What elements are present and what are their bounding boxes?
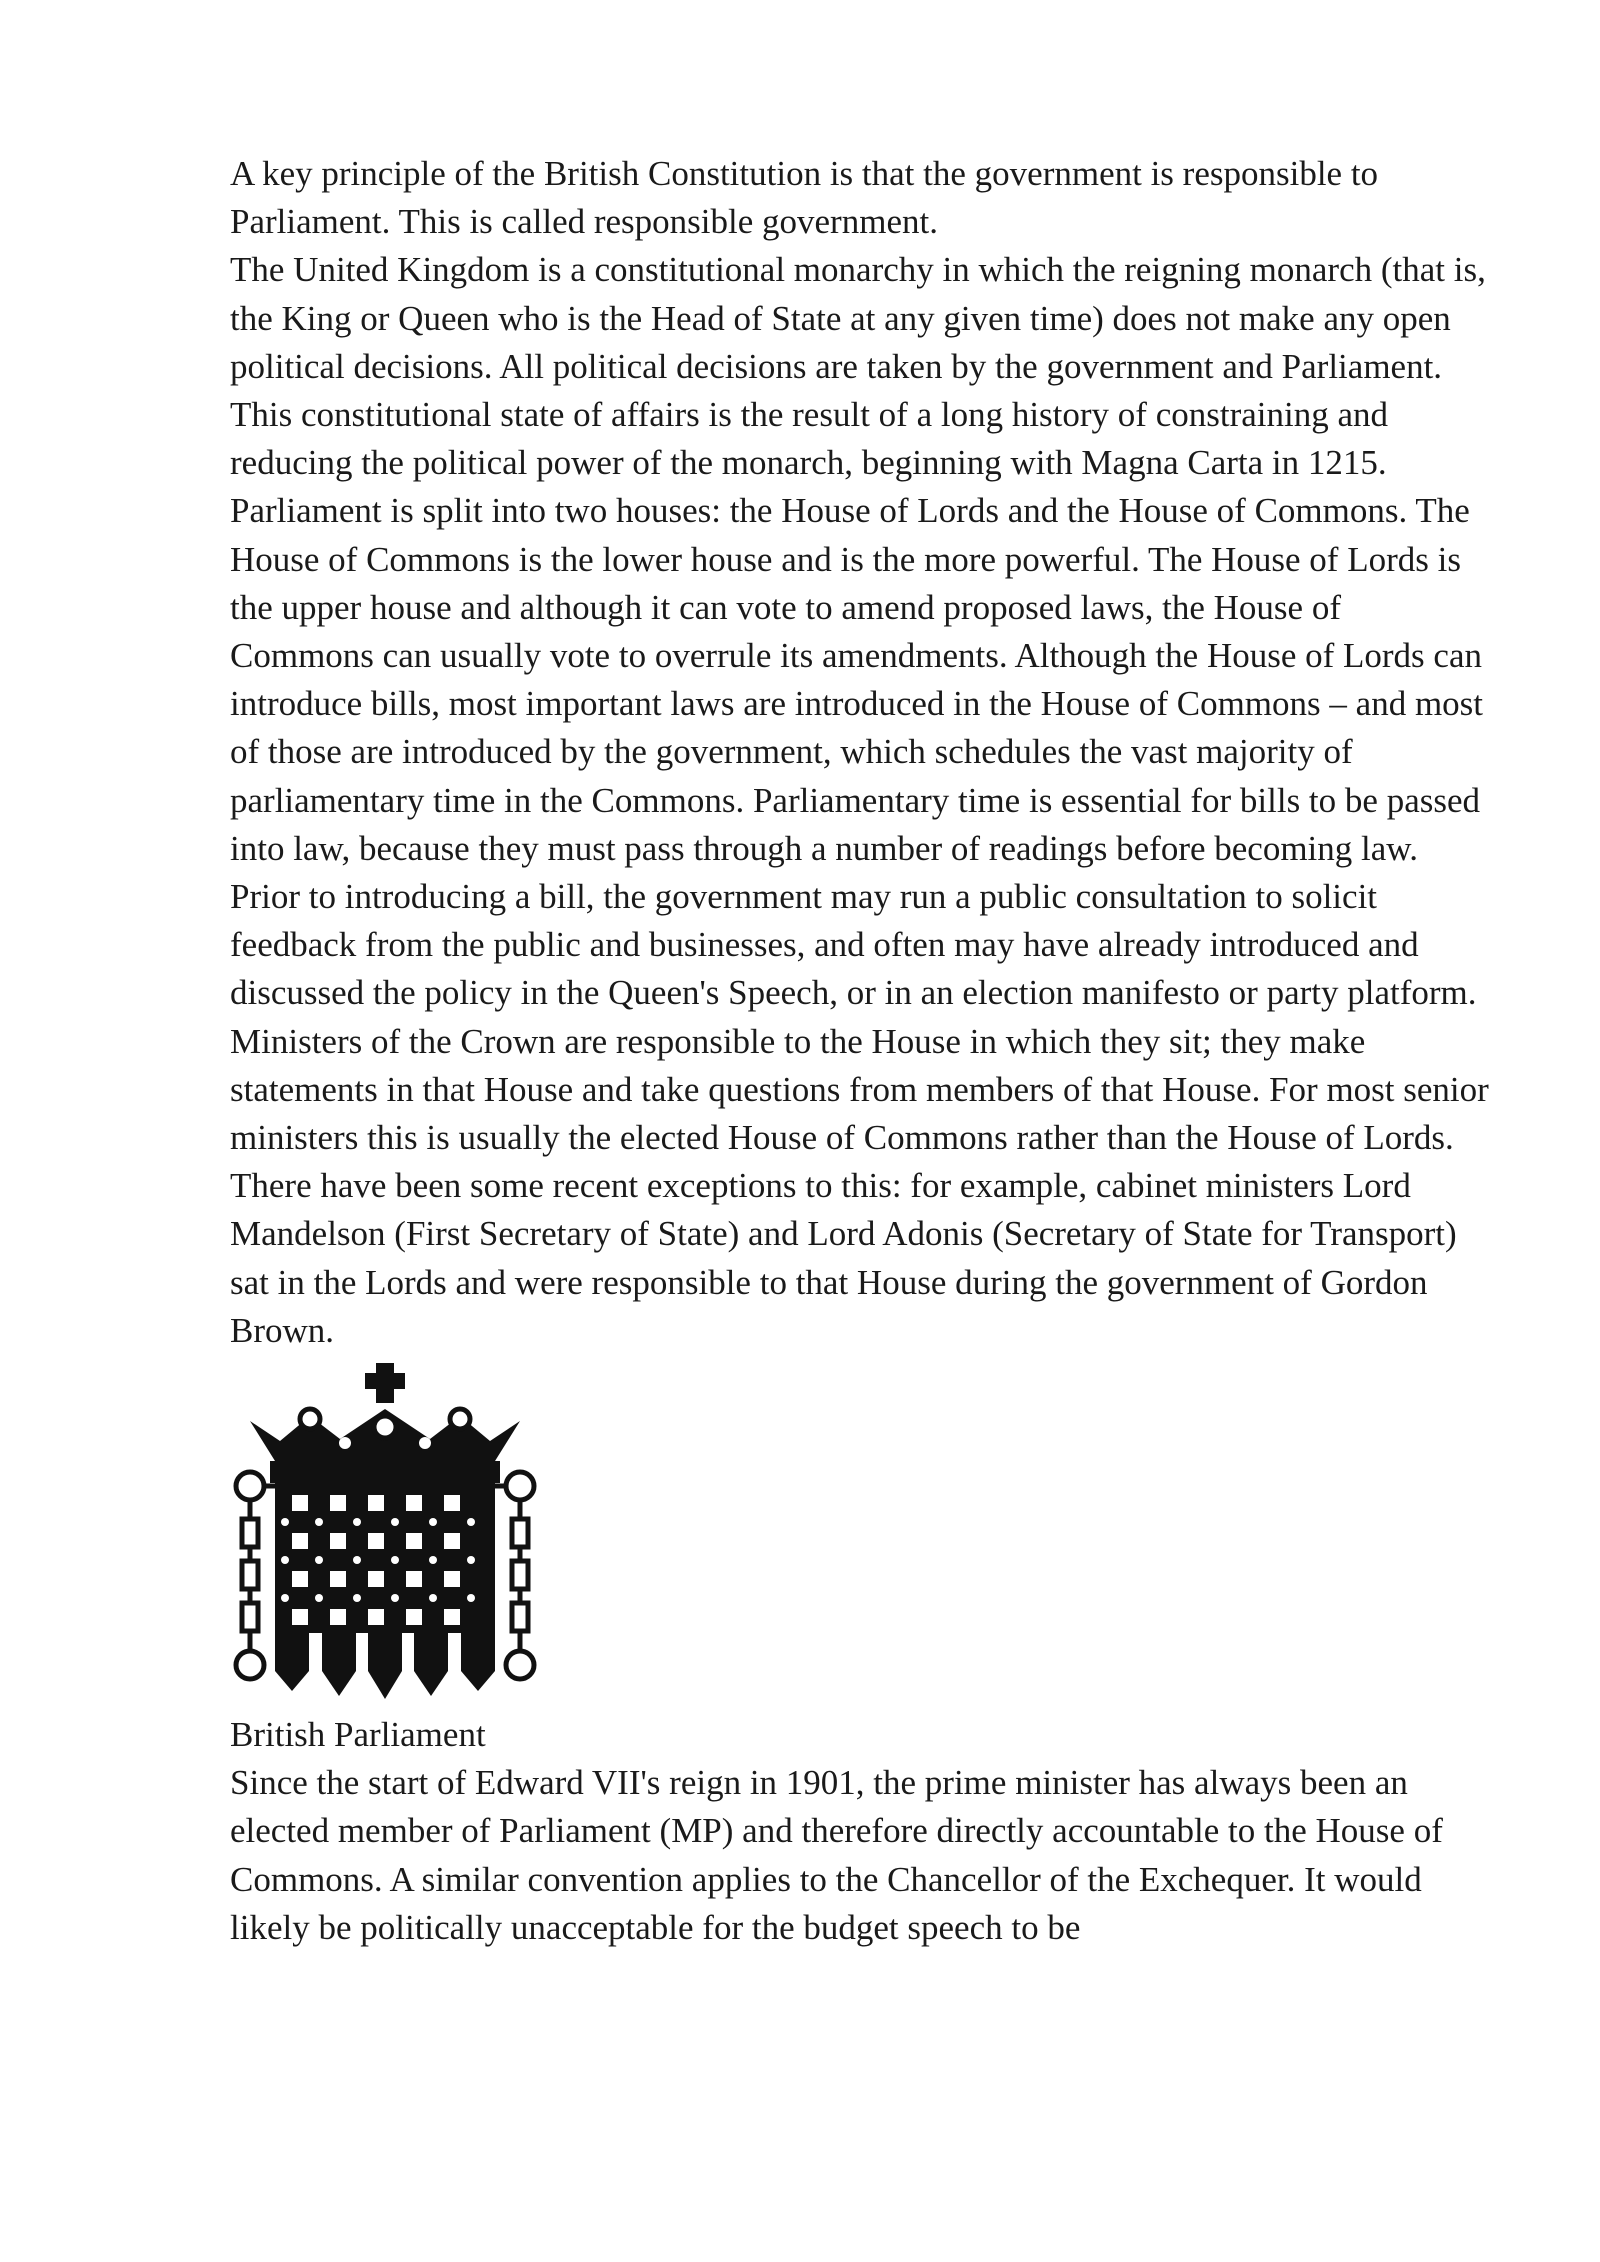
paragraph: Ministers of the Crown are responsible to the House in which they sit; they make statements in that House and take questions from members of that House. For most senior ministers this is usually the elected House of Commons rather than the House of Lords. There have been some recent exceptions to this: for example, cabinet ministers Lord Mandelson (First Secretary of State) and Lord Adonis (Secretary of State for Transport) sat in the Lords and were responsible to that House during the government of Gordon Brown. [230, 1021, 1489, 1350]
portcullis-crown-icon [230, 1361, 540, 1711]
paragraph: Since the start of Edward VII's reign in 1901, the prime minister has always been an elected member of Parliament (MP) and therefore directly accountable to the House of Commons. A similar convention applies to the Chancellor of the Exchequer. It would likely be politically unacceptable for the budget speech to be [230, 1763, 1443, 1947]
image-caption: British Parliament [230, 1715, 486, 1755]
parliament-logo-figure [230, 1361, 540, 1711]
paragraph: Parliament is split into two houses: the House of Lords and the House of Commons. The House of Commons is the lower house and is the more powerful. The House of Lords is the upper house and although it can vote to amend proposed laws, the House of Commons can usually vote to overrule its amendments. Although the House of Lords can introduce bills, most important laws are introduced in the House of Commons – and most of those are introduced by the government, which schedules the vast majority of parliamentary time in the Commons. Parliamentary time is essential for bills to be passed into law, because they must pass through a number of readings before becoming law. Prior to introducing a bill, the government may run a public consultation to solicit feedback from the public and businesses, and often may have already introduced and discussed the policy in the Queen's Speech, or in an election manifesto or party platform. [230, 491, 1484, 1013]
document-body [230, 150, 1490, 1952]
paragraph: A key principle of the British Constitution is that the government is responsible to Parliament. This is called responsible government. [230, 154, 1379, 242]
paragraph: The United Kingdom is a constitutional monarchy in which the reigning monarch (that is, the King or Queen who is the Head of State at any given time) does not make any open political decisions. All political decisions are taken by the government and Parliament. This constitutional state of affairs is the result of a long history of constraining and reducing the political power of the monarch, beginning with Magna Carta in 1215. [230, 250, 1486, 483]
